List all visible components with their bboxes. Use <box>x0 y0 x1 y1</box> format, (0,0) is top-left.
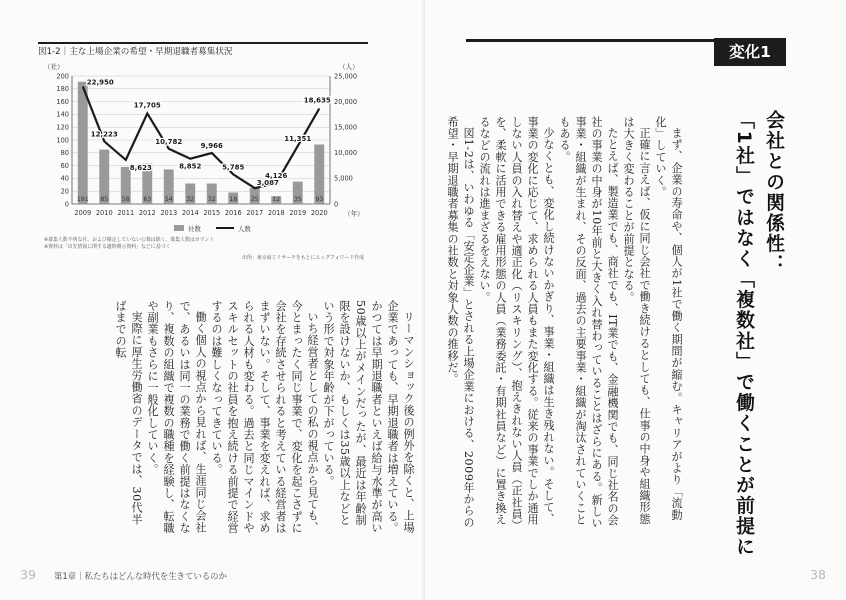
y-right-unit: （人） <box>339 63 359 71</box>
x-tick-label: 2019 <box>289 209 307 217</box>
y-right-tick-label: 20,000 <box>334 97 358 106</box>
line-value-label: 11,351 <box>284 134 312 143</box>
line-value-label: 17,705 <box>133 101 161 110</box>
x-tick-label: 2013 <box>160 209 178 217</box>
x-tick-label: 2017 <box>246 209 264 217</box>
line-value-label: 8,623 <box>129 163 152 172</box>
section-heading <box>728 110 788 557</box>
bar-value-label: 58 <box>121 196 130 203</box>
bar-value-label: 32 <box>207 196 216 203</box>
x-tick-label: 2012 <box>138 209 156 217</box>
line-value-label: 8,852 <box>179 162 202 171</box>
y-left-tick-label: 0 <box>64 200 69 209</box>
line-value-label: 22,950 <box>86 78 114 87</box>
y-left-tick-label: 120 <box>56 123 69 132</box>
heading-line-1: 会社との関係性： <box>763 110 784 275</box>
y-left-tick-label: 160 <box>56 97 69 106</box>
right-page-number: 38 <box>810 567 827 582</box>
bar-value-labels <box>77 196 323 203</box>
bar-value-label: 54 <box>164 196 173 203</box>
bar-value-label: 93 <box>315 196 324 203</box>
y-right-tick-label: 5,000 <box>334 174 353 183</box>
bar-value-label: 63 <box>143 196 152 203</box>
y-left-tick-label: 140 <box>56 110 69 119</box>
y-left-tick-label: 80 <box>60 149 69 158</box>
legend-label-line: 人数 <box>238 225 251 233</box>
early-retirement-chart <box>38 42 378 282</box>
legend-label-bar: 社数 <box>188 225 201 233</box>
y-right-ticks <box>334 72 357 208</box>
left-page-number: 39 <box>20 567 37 582</box>
x-tick-label: 2020 <box>310 209 328 217</box>
line-value-label: 4,126 <box>265 171 288 180</box>
chart-legend <box>174 224 251 233</box>
y-right-tick-label: 10,000 <box>334 149 358 158</box>
line-value-label: 10,782 <box>155 137 183 146</box>
x-tick-label: 2018 <box>267 209 285 217</box>
line-value-label: 18,635 <box>303 96 331 105</box>
chart-title: 図1-2｜主な上場企業の希望・早期退職者募集状況 <box>38 47 233 57</box>
x-tick-label: 2010 <box>95 209 113 217</box>
y-left-tick-label: 20 <box>60 187 69 196</box>
bar-value-label: 191 <box>76 196 89 203</box>
chart-note-1: ※募集人数不明な社、および確定していない公募は除く、募集人数はカウント <box>44 237 215 243</box>
y-right-tick-label: 0 <box>334 200 339 209</box>
y-left-tick-label: 180 <box>56 85 69 94</box>
x-tick-label: 2015 <box>203 209 221 217</box>
bar-value-label: 25 <box>250 196 259 203</box>
y-left-tick-label: 60 <box>60 161 69 170</box>
x-unit: （年） <box>344 210 364 218</box>
bar <box>78 82 88 204</box>
right-paragraph: 少なくとも、変化し続けないかぎり、事業・組織は生き残れない。そして、事業の変化に応じて、求められる人員もまた変化する。従来の事業でしか通用しない人員の入れ替えや適正化（リスキリング）、抱えきれない人員（正社員）を、柔軟に活用できる雇用形態の人員（業務委託・有期社員など）に置き換えるなどの流れは進まざるをえない。 <box>478 116 555 532</box>
y-left-tick-label: 40 <box>60 174 69 183</box>
chart-top-rule <box>38 42 368 44</box>
heading-line-2: 「1社」ではなく「複数社」で働くことが前提に <box>733 110 754 558</box>
y-right-tick-label: 15,000 <box>334 123 358 132</box>
page-spine <box>422 0 425 600</box>
y-left-ticks <box>56 72 69 208</box>
line-value-label: 12,223 <box>90 130 118 139</box>
chapter-rule <box>466 39 714 42</box>
left-paragraph: いち経営者としての私の視点から見ても、今とまったく同じ事業で、変化を起こさずに会社を存続させられると考えている経営者はまずいない。そして、事業を変えれば、求められる人材も変わる。過去と同じマインドやスキルセットの社員を抱え続ける前提で経営するのは難しくなってきている。 <box>210 300 319 534</box>
y-left-unit: （社） <box>44 63 64 71</box>
bar-value-label: 35 <box>293 196 302 203</box>
right-paragraph: まず、企業の寿命や、個人が1社で働く期間が縮む。キャリアがより「流動化」していく。 <box>654 116 683 521</box>
left-paragraph: リーマンショック後の例外を除くと、上場企業であっても、早期退職者は増えている。かつては早期退職者といえば給与水準が高い50歳以上がメインだったが、最近は年齢制限を設けないか、もしくは35歳以上などという形で対象年齢が下がっている。 <box>322 300 415 534</box>
running-title: 第1章｜私たちはどんな時代を生きているのか <box>54 571 227 581</box>
left-paragraph: 実際に厚生労働省のデータでは、30代半ばまでの転 <box>114 300 143 526</box>
chart-source: 出所：東京商工リサーチをもとにエッグフォワード作成 <box>242 255 364 261</box>
right-paragraph: たとえば、製造業でも、商社でも、IT業でも、金融機関でも、同じ社名の会社の事業の中身が10年前と大きく入れ替わっていることはざらにある。新しい事業・組織が生まれ、その反面、過去の主要事業・組織が淘汰されていくこともある。 <box>558 116 619 530</box>
bar-value-label: 32 <box>186 196 195 203</box>
x-tick-label: 2011 <box>117 209 135 217</box>
y-left-tick-label: 100 <box>56 136 69 145</box>
y-left-tick-label: 200 <box>56 72 69 81</box>
x-tick-label: 2014 <box>181 209 199 217</box>
x-ticks <box>74 209 327 217</box>
chart-note-2: ※資料は「出先情報に関する適時開示資料」などに基づく <box>44 244 171 250</box>
x-tick-label: 2009 <box>74 209 92 217</box>
chapter-badge: 変化1 <box>714 38 786 66</box>
left-page-body <box>112 300 416 536</box>
right-paragraph: 図1-2は、いわゆる「安定企業」とされる上場企業における、2009年からの希望・早期退職者募集の社数と対象人数の推移だ。 <box>446 116 475 529</box>
bar-value-label: 12 <box>272 196 281 203</box>
right-paragraph: 正確に言えば、仮に同じ会社で働き続けるとしても、仕事の中身や組織形態は大きく変わることが前提となる。 <box>622 116 651 525</box>
bar-value-label: 85 <box>100 196 109 203</box>
y-right-tick-label: 25,000 <box>334 72 358 81</box>
line-value-label: 5,785 <box>222 163 245 172</box>
x-tick-label: 2016 <box>224 209 242 217</box>
legend-swatch-bar <box>174 225 184 231</box>
line-value-label: 3,087 <box>256 179 279 188</box>
left-paragraph: 働く個人の視点から見れば、生涯同じ会社で、あるいは同一の業務で働く前提はなくなり、複数の組織で複数の職種を経験し、転職や副業もさらに一般化していく。 <box>146 300 207 534</box>
right-page-body <box>444 116 684 536</box>
line-value-label: 9,966 <box>200 141 223 150</box>
bar-value-label: 18 <box>229 196 238 203</box>
